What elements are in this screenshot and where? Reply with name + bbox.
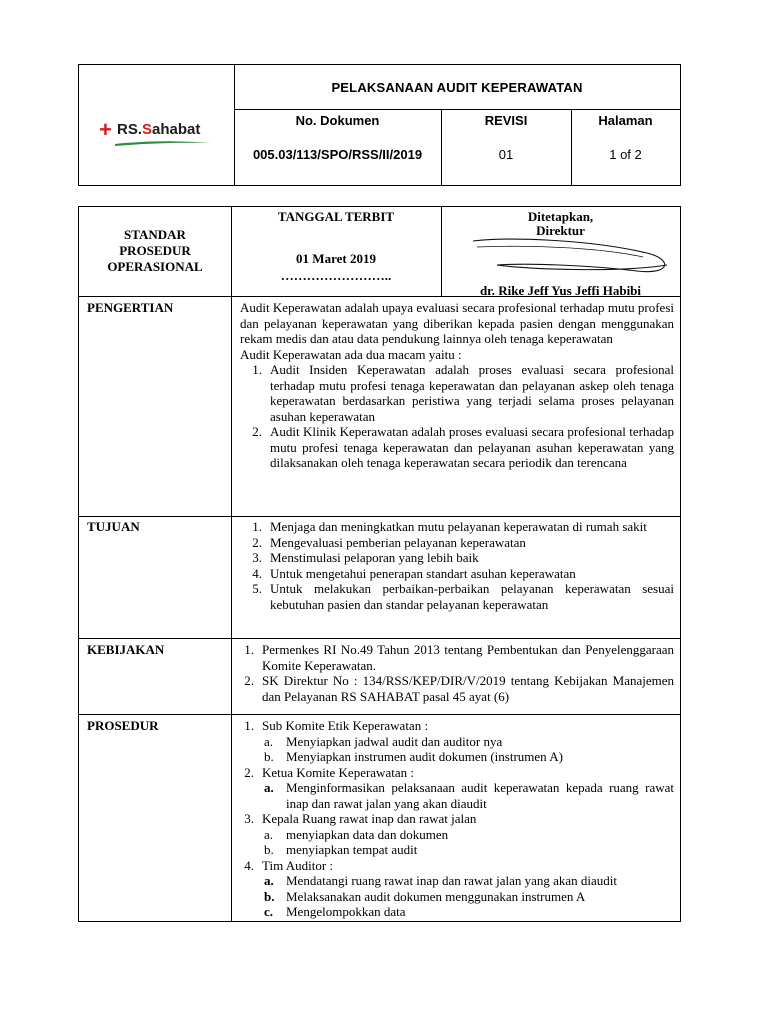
kebijakan-content <box>240 642 674 704</box>
procedure-step: 3. Kepala Ruang rawat inap dan rawat jalan <box>244 811 477 826</box>
halaman-cell <box>571 109 680 185</box>
list-item: 1. Permenkes RI No.49 Tahun 2013 tentang Pembentukan dan Penyelenggaraan Komite Keperawatan. <box>244 642 674 673</box>
procedure-substep: a. menyiapkan data dan dokumen <box>264 826 449 842</box>
cross-icon: + <box>99 117 112 142</box>
column-divider <box>231 207 232 921</box>
direktur-label: Direktur <box>536 223 585 238</box>
revisi-value: 01 <box>498 147 514 162</box>
list-item: 1. Menjaga dan meningkatkan mutu pelayanan keperawatan di rumah sakit <box>252 519 647 534</box>
sop-label: STANDAR PROSEDUR OPERASIONAL <box>107 227 203 274</box>
list-item: 5. Untuk melakukan perbaikan-perbaikan pelayanan keperawatan sesuai kebutuhan pasien dan standar pelayanan keperawatan <box>252 581 674 612</box>
list-item: 2. SK Direktur No : 134/RSS/KEP/DIR/V/2019 tentang Kebijakan Manajemen dan Pelayanan RS SAHABAT pasal 45 ayat (6) <box>244 673 674 704</box>
procedure-step: 4. Tim Auditor : <box>244 857 334 873</box>
row-divider <box>79 516 680 517</box>
logo-swoosh-icon <box>113 139 213 147</box>
tanggal-terbit-value: 01 Maret 2019 <box>296 251 376 266</box>
tujuan-content <box>240 519 674 612</box>
no-dokumen-label: No. Dokumen <box>295 113 380 128</box>
procedure-substep: a. Menginformasikan pelaksanaan audit keperawatan kepada ruang rawat inap dan rawat jalan yang akan diaudit <box>264 780 674 811</box>
tanggal-terbit-label: TANGGAL TERBIT <box>277 209 395 224</box>
procedure-substep: b. Menyiapkan instrumen audit dokumen (instrumen A) <box>264 749 563 764</box>
halaman-value: 1 of 2 <box>609 147 642 162</box>
pengertian-label: PENGERTIAN <box>87 300 174 315</box>
revisi-cell <box>441 109 572 185</box>
tanggal-dots: …………………….. <box>280 268 392 283</box>
sop-table <box>78 206 681 922</box>
procedure-substep: a. Menyiapkan jadwal audit dan auditor nya <box>264 733 503 749</box>
hospital-logo <box>99 117 217 147</box>
no-dokumen-cell <box>234 109 442 185</box>
procedure-substep: b. Melaksanakan audit dokumen menggunakan instrumen A <box>264 888 586 904</box>
procedure-step: 1. Sub Komite Etik Keperawatan : <box>244 718 429 733</box>
list-item: 1. Audit Insiden Keperawatan adalah proses evaluasi secara profesional terhadap mutu profesi tenaga keperawatan dan pelayanan askep oleh tenaga keperawatan berdasarkan peristiwa yang terjadi selama proses pelayanan asuhan keperawatan <box>252 362 674 424</box>
no-dokumen-value: 005.03/113/SPO/RSS/II/2019 <box>252 147 423 162</box>
revisi-label: REVISI <box>484 113 528 128</box>
pengertian-definition: Audit Keperawatan adalah upaya evaluasi secara profesional terhadap mutu profesi dan pelayanan keperawatan yang diberikan kepada pasien dengan menggunakan rekam medis dan atau data pendukung lainnya oleh tenaga keperawatan <box>240 300 674 346</box>
director-name: dr. Rike Jeff Yus Jeffi Habibi <box>479 283 642 298</box>
list-item: 2. Audit Klinik Keperawatan adalah proses evaluasi secara profesional terhadap mutu profesi tenaga keperawatan dan pelayanan asuhan keperawatan yang dilaksanakan oleh tenaga keperawatan secara periodik dan terencana <box>252 424 674 470</box>
director-signature <box>467 235 687 279</box>
row-divider <box>79 714 680 715</box>
row-divider <box>79 638 680 639</box>
procedure-step: 2. Ketua Komite Keperawatan : <box>244 764 414 780</box>
procedure-substep: c. Mengelompokkan data <box>264 904 406 919</box>
procedure-substep: b. menyiapkan tempat audit <box>264 842 418 857</box>
list-item: 3. Menstimulasi pelaporan yang lebih baik <box>252 550 479 565</box>
document-header-table <box>78 64 681 186</box>
list-item: 2. Mengevaluasi pemberian pelayanan keperawatan <box>252 534 526 550</box>
halaman-label: Halaman <box>598 113 653 128</box>
document-title: PELAKSANAAN AUDIT KEPERAWATAN <box>234 65 680 110</box>
ditetapkan-label: Ditetapkan, <box>527 209 594 224</box>
procedure-substep: a. Mendatangi ruang rawat inap dan rawat jalan yang akan diaudit <box>264 873 618 888</box>
list-item: 4. Untuk mengetahui penerapan standart asuhan keperawatan <box>252 565 576 581</box>
prosedur-label: PROSEDUR <box>87 718 159 733</box>
pengertian-intro: Audit Keperawatan ada dua macam yaitu : <box>240 346 462 362</box>
kebijakan-label: KEBIJAKAN <box>87 642 165 657</box>
prosedur-content <box>240 718 674 920</box>
tujuan-label: TUJUAN <box>87 519 140 534</box>
logo-cell <box>79 65 235 185</box>
logo-text: RS.Sahabat <box>117 121 201 138</box>
pengertian-content <box>240 300 674 471</box>
